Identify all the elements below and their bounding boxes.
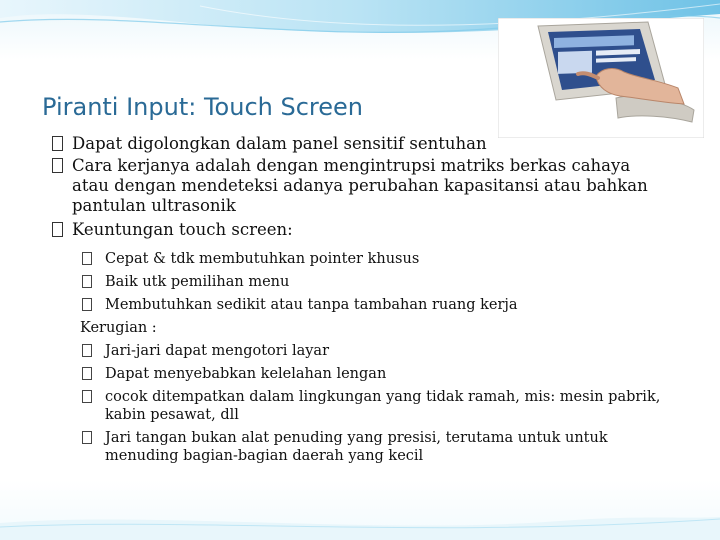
sub-bullet-item: [82, 388, 662, 424]
sub-bullet-item: [82, 342, 662, 360]
sub-bullet-item: [82, 250, 662, 268]
sub-bullet-text: Cepat & tdk membutuhkan pointer khusus: [105, 251, 420, 267]
sub-bullet-item: [82, 429, 662, 465]
touch-screen-monitor-image: [498, 18, 704, 138]
sub-bullet-text: Dapat menyebabkan kelelahan lengan: [105, 366, 387, 382]
bullet-box-icon: [82, 390, 92, 403]
page-title: Piranti Input: Touch Screen: [42, 93, 363, 121]
bullet-text: Keuntungan touch screen:: [72, 220, 293, 239]
sub-bullet-text: Jari-jari dapat mengotori layar: [105, 343, 329, 359]
bullet-box-icon: [82, 431, 92, 444]
bullet-box-icon: [52, 222, 63, 237]
bullet-item: [52, 156, 662, 216]
sub-bullet-text: cocok ditempatkan dalam lingkungan yang tidak ramah, mis: mesin pabrik, kabin pesawat, dll: [105, 389, 661, 423]
sub-bullet-text: Jari tangan bukan alat penuding yang presisi, terutama untuk untuk menuding bagian-bagian daerah yang kecil: [105, 430, 608, 464]
bullet-text: Cara kerjanya adalah dengan mengintrupsi matriks berkas cahaya atau dengan mendeteksi adanya perubahan kapasitansi atau bahkan pantulan ultrasonik: [72, 156, 648, 215]
bullet-box-icon: [82, 252, 92, 265]
sub-bullet-text: Baik utk pemilihan menu: [105, 274, 290, 290]
bullet-box-icon: [82, 367, 92, 380]
bullet-box-icon: [82, 298, 92, 311]
sub-bullet-text: Membutuhkan sedikit atau tanpa tambahan ruang kerja: [105, 297, 518, 313]
bullet-box-icon: [52, 158, 63, 173]
footer-wave-decoration: [0, 505, 720, 540]
bullet-box-icon: [82, 344, 92, 357]
bullet-list: [52, 134, 662, 470]
sub-bullet-item: [82, 273, 662, 291]
bullet-item: [52, 134, 662, 154]
bullet-box-icon: [82, 275, 92, 288]
bullet-box-icon: [52, 136, 63, 151]
sub-bullet-item: [82, 296, 662, 314]
sub-bullet-item: [82, 365, 662, 383]
disadvantages-label: Kerugian :: [80, 320, 157, 336]
bullet-item: [52, 220, 662, 240]
bullet-text: Dapat digolongkan dalam panel sensitif sentuhan: [72, 134, 487, 153]
